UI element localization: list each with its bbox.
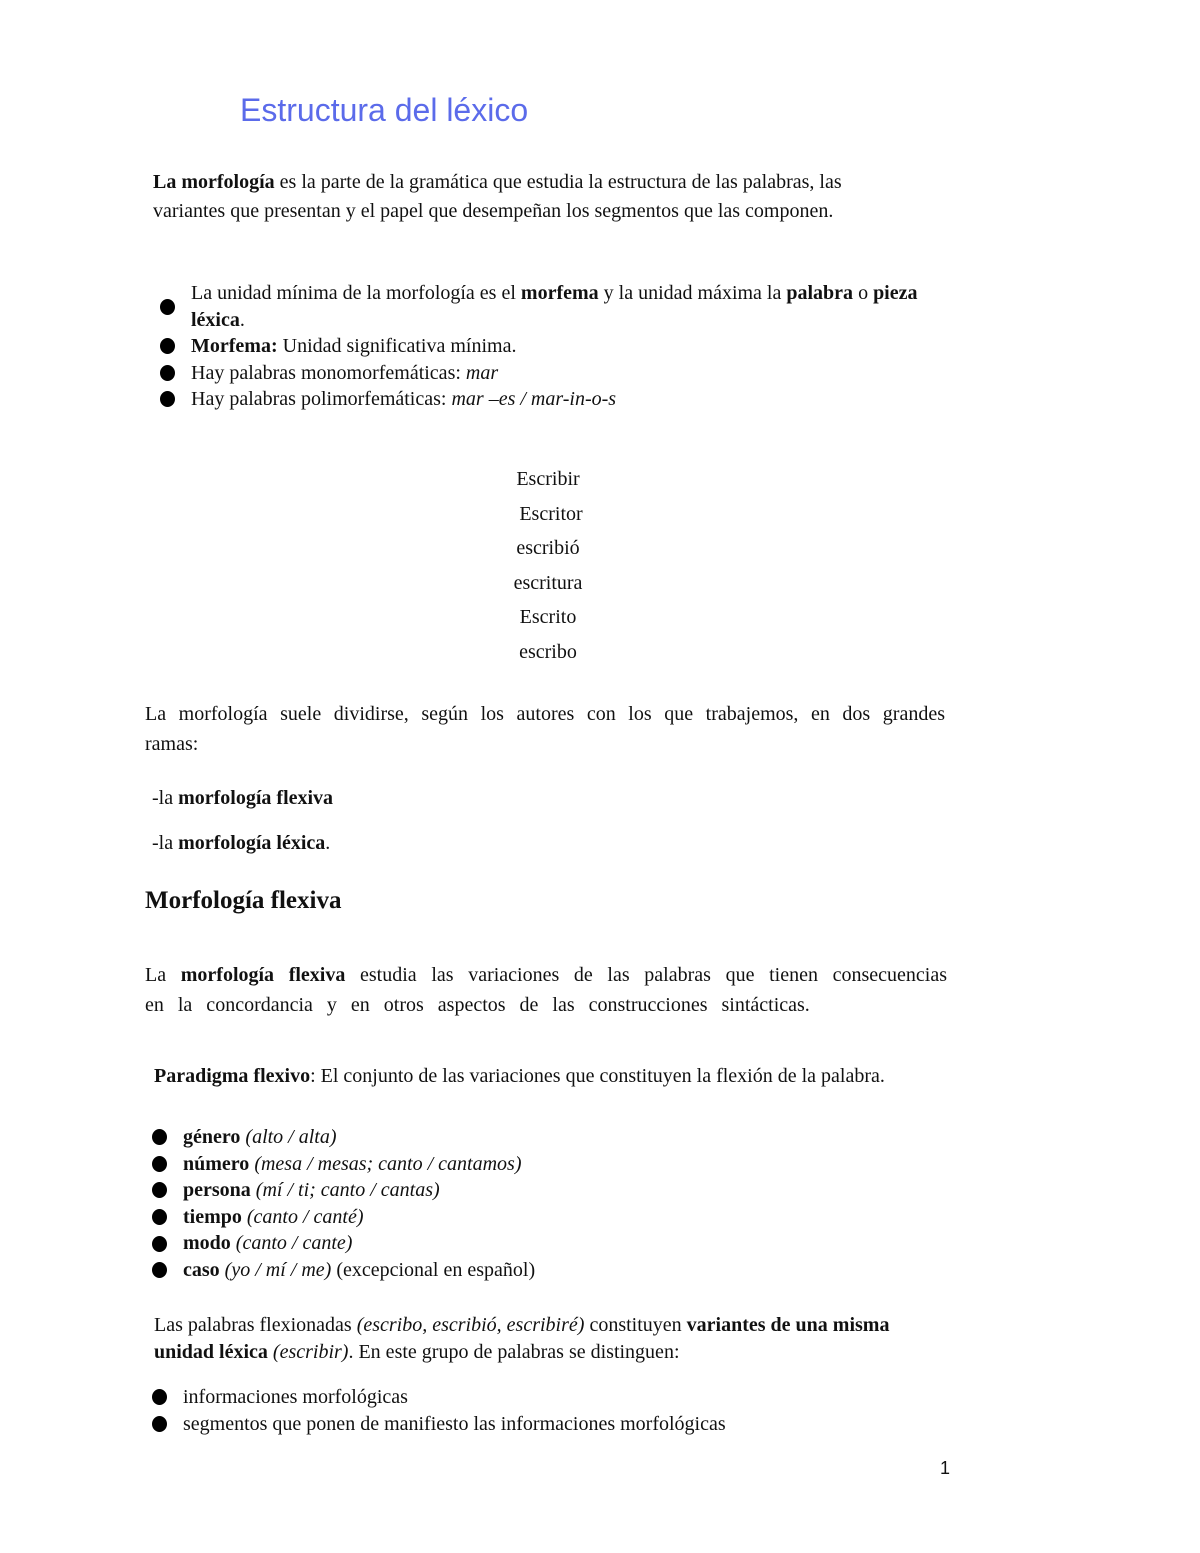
text-segment: informaciones morfológicas xyxy=(183,1386,408,1408)
text-segment: persona xyxy=(183,1179,251,1202)
text-segment: (canto / cante) xyxy=(230,1232,353,1255)
text-segment: estudia las variaciones de las palabras que tienen consecuencias en la concordancia y en otros aspectos de las construcciones sintácticas. xyxy=(145,964,948,1016)
morpheme-bullet-list xyxy=(160,280,944,413)
text-segment: Hay palabras polimorfemáticas: xyxy=(191,388,452,410)
text-segment: o xyxy=(853,282,874,304)
text-segment: mar –es / mar-in-o-s xyxy=(451,388,617,410)
text-segment: modo xyxy=(183,1232,231,1255)
text-segment: (escribo, escribió, escribiré) xyxy=(356,1314,585,1336)
list-item xyxy=(152,1411,872,1438)
list-item xyxy=(160,333,944,360)
list-item xyxy=(152,1204,852,1231)
word-item: Escrito xyxy=(519,606,577,629)
word-item: Escribir xyxy=(516,468,580,490)
text-segment: morfología flexiva xyxy=(178,787,334,809)
bullet-icon xyxy=(152,1236,167,1252)
text-segment: La morfología xyxy=(153,171,275,193)
document-title: Estructura del léxico xyxy=(240,92,529,128)
text-segment: mar xyxy=(465,361,499,384)
text-segment: (yo / mí / me) xyxy=(219,1258,332,1281)
bullet-icon xyxy=(152,1209,167,1225)
text-segment: Paradigma flexivo xyxy=(154,1065,311,1087)
text-segment: es la parte de la gramática que estudia la estructura de las palabras, las variantes que presentan y el papel que desempeñan los segmentos que las componen. xyxy=(153,171,842,222)
text-segment: constituyen xyxy=(584,1314,687,1336)
text-segment: (escribir) xyxy=(272,1341,349,1363)
bullet-icon xyxy=(152,1156,167,1172)
text-segment: y la unidad máxima la xyxy=(598,282,787,304)
text-segment: número xyxy=(183,1152,250,1175)
text-segment: (mí / ti; canto / cantas) xyxy=(250,1179,440,1202)
text-segment: . xyxy=(325,832,331,854)
list-item xyxy=(152,1230,852,1257)
text-segment: Hay palabras monomorfemáticas: xyxy=(191,361,466,384)
text-segment: (excepcional en español) xyxy=(331,1258,536,1281)
bullet-icon xyxy=(152,1416,167,1432)
section-heading: Morfología flexiva xyxy=(145,887,342,914)
list-item xyxy=(160,280,944,333)
text-segment: Morfema: xyxy=(191,335,278,357)
text-segment: . xyxy=(239,308,245,331)
bullet-icon xyxy=(152,1262,167,1278)
text-segment: Unidad significativa mínima. xyxy=(277,335,517,357)
list-item xyxy=(152,1257,852,1284)
text-segment: Las palabras flexionadas xyxy=(154,1314,357,1336)
list-item xyxy=(152,1177,852,1204)
text-segment: La xyxy=(145,964,181,986)
text-segment: La morfología suele dividirse, según los autores con los que trabajemos, en dos grandes ramas: xyxy=(145,703,945,755)
word-item: escribo xyxy=(519,640,577,663)
text-segment: pieza léxica xyxy=(191,282,918,331)
word-family-list xyxy=(448,462,648,670)
word-item: Escritor xyxy=(519,502,583,525)
word-item: escribió xyxy=(516,537,580,560)
list-item xyxy=(160,360,944,387)
bullet-icon xyxy=(160,391,175,407)
distinctions-list xyxy=(152,1384,872,1437)
list-item xyxy=(152,1151,852,1178)
bullet-icon xyxy=(160,338,175,354)
text-segment: tiempo xyxy=(183,1205,242,1228)
text-segment: morfología flexiva xyxy=(180,964,346,986)
text-segment: género xyxy=(183,1126,241,1148)
text-segment: (alto / alta) xyxy=(240,1126,337,1148)
text-segment: -la xyxy=(152,787,179,809)
inflection-categories-list xyxy=(152,1124,852,1284)
inflected-words-paragraph xyxy=(154,1312,944,1366)
paradigm-paragraph xyxy=(154,1062,946,1090)
list-item xyxy=(152,1124,852,1151)
list-item xyxy=(160,386,944,413)
bullet-icon xyxy=(160,365,175,381)
bullet-icon xyxy=(152,1129,167,1145)
text-segment: : El conjunto de las variaciones que constituyen la flexión de la palabra. xyxy=(310,1065,885,1087)
text-segment: . En este grupo de palabras se distinguen: xyxy=(348,1341,680,1363)
text-segment: caso xyxy=(183,1258,220,1281)
page-number: 1 xyxy=(940,1458,951,1478)
word-item: escritura xyxy=(513,571,583,594)
bullet-icon xyxy=(152,1389,167,1405)
text-segment: variantes de una misma unidad léxica xyxy=(154,1314,890,1363)
branch-lexica xyxy=(152,832,330,855)
text-segment: segmentos que ponen de manifiesto las informaciones morfológicas xyxy=(183,1412,726,1435)
division-paragraph xyxy=(145,699,945,759)
text-segment: La unidad mínima de la morfología es el xyxy=(191,282,521,304)
branch-flexiva xyxy=(152,787,333,810)
text-segment: (canto / canté) xyxy=(241,1205,364,1228)
bullet-icon xyxy=(152,1182,167,1198)
text-segment: palabra xyxy=(786,282,854,304)
text-segment: morfología léxica xyxy=(178,832,326,854)
text-segment: (mesa / mesas; canto / cantamos) xyxy=(249,1152,522,1175)
text-segment: -la xyxy=(152,832,179,854)
list-item xyxy=(152,1384,872,1411)
flexive-definition-paragraph xyxy=(145,960,947,1020)
text-segment: morfema xyxy=(520,282,599,304)
bullet-icon xyxy=(160,299,175,315)
intro-paragraph xyxy=(153,168,913,226)
